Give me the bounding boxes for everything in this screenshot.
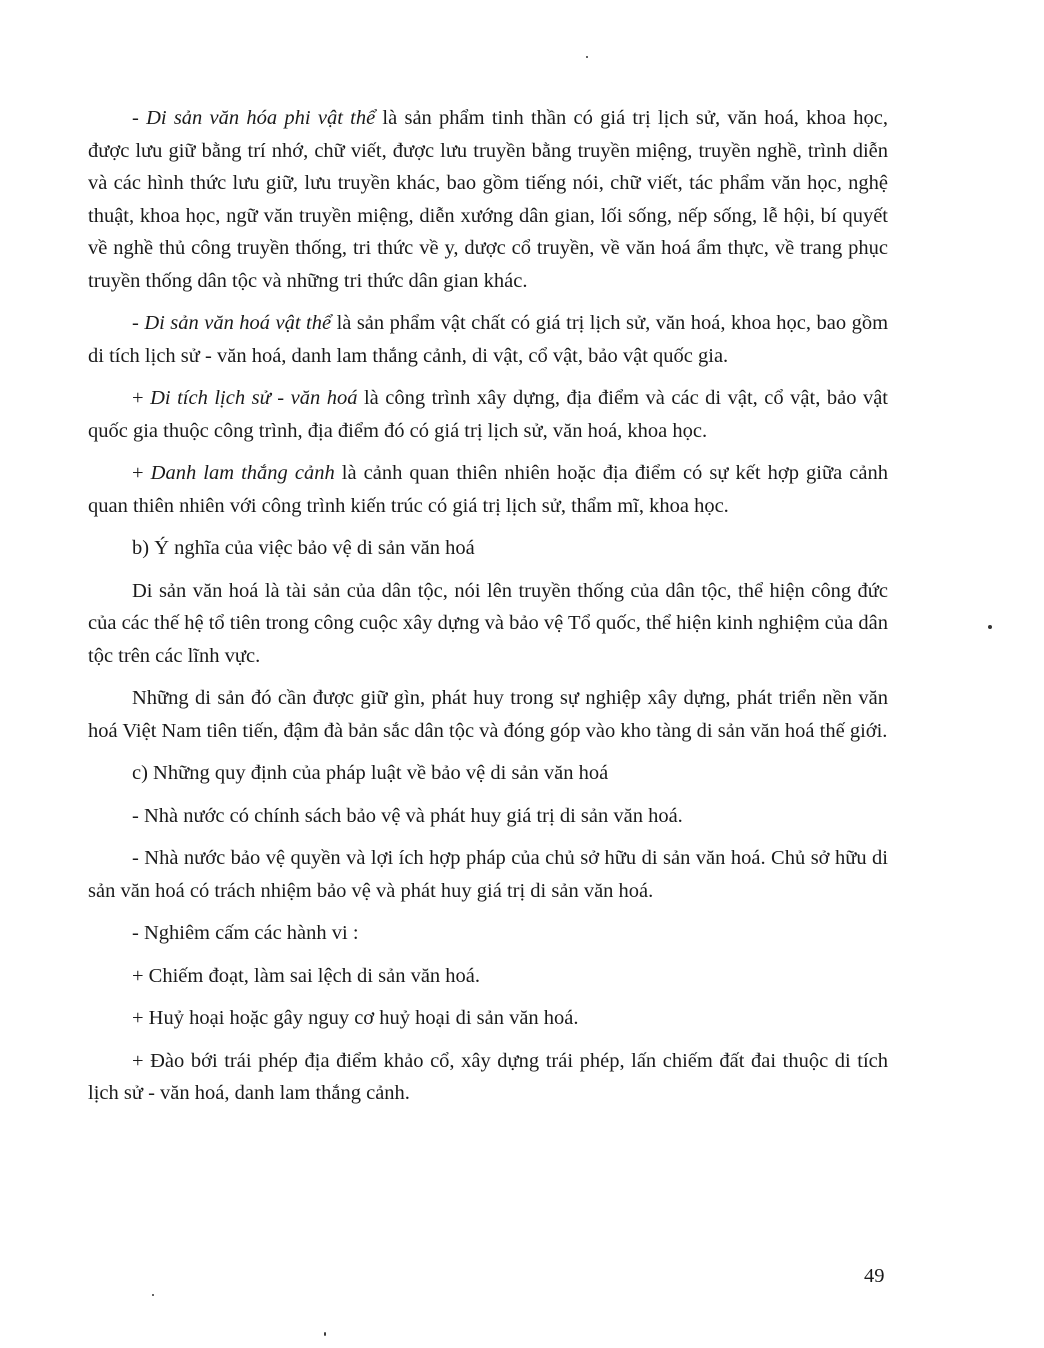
page-body [88,102,888,1120]
scan-speck [324,1332,326,1336]
defined-term: Danh lam thắng cảnh [150,462,335,484]
scan-speck [586,56,588,58]
paragraph-state-policy: - Nhà nước có chính sách bảo vệ và phát huy giá trị di sản văn hoá. [132,804,683,827]
paragraph-lead: - [132,312,145,334]
paragraph-scenic-spot [88,457,888,522]
page-number: 49 [864,1265,885,1287]
paragraph-prohibited-item-2: + Huỷ hoại hoặc gây nguy cơ huỷ hoại di sản văn hoá. [132,1007,579,1029]
defined-term: Di tích lịch sử - văn hoá [150,387,358,409]
paragraph-heritage-asset: Di sản văn hoá là tài sản của dân tộc, nói lên truyền thống của dân tộc, thể hiện công đức của các thế hệ tổ tiên trong công cuộc xây dựng và bảo vệ Tổ quốc, thể hiện kinh nghiệm của dân tộc trên các lĩnh vực. [88,579,888,667]
paragraph-prohibited-acts: - Nghiêm cấm các hành vi : [132,922,359,944]
section-heading-b: b) Ý nghĩa của việc bảo vệ di sản văn hoá [132,537,475,559]
paragraph-text: là sản phẩm tinh thần có giá trị lịch sử, văn hoá, khoa học, được lưu giữ bằng trí nhớ, chữ viết, được lưu truyền bằng truyền miệng, truyền nghề, trình diễn và các hình thức lưu giữ, lưu truyền khác, bao gồm tiếng nói, chữ viết, tác phẩm văn học, nghệ thuật, khoa học, ngữ văn truyền miệng, diễn xướng dân gian, lối sống, nếp sống, lễ hội, bí quyết về nghề thủ công truyền thống, tri thức về y, dược cổ truyền, về văn hoá ẩm thực, về trang phục truyền thống dân tộc và những tri thức dân gian khác. [88,107,888,292]
paragraph-lead: - [132,107,147,129]
paragraph-heritage-preserve: Những di sản đó cần được giữ gìn, phát huy trong sự nghiệp xây dựng, phát triển nền văn hoá Việt Nam tiên tiến, đậm đà bản sắc dân tộc và đóng góp vào kho tàng di sản văn hoá thế giới. [88,687,888,742]
section-heading-c: c) Những quy định của pháp luật về bảo vệ di sản văn hoá [132,762,609,784]
paragraph-text: là công trình xây dựng, địa điểm và các di vật, cổ vật, bảo vật quốc gia thuộc công trình, địa điểm đó có giá trị lịch sử, văn hoá, khoa học. [88,387,888,442]
paragraph-intangible-heritage [88,102,888,297]
paragraph-tangible-heritage [88,307,888,372]
defined-term: Di sản văn hoá vật thể [144,312,332,334]
scan-speck [152,1294,154,1296]
paragraph-text: là sản phẩm vật chất có giá trị lịch sử, văn hoá, khoa học, bao gồm di tích lịch sử - văn hoá, danh lam thắng cảnh, di vật, cổ vật, bảo vật quốc gia. [88,312,889,367]
paragraph-lead: + [132,387,151,409]
paragraph-prohibited-item-3: + Đào bới trái phép địa điểm khảo cổ, xây dựng trái phép, lấn chiếm đất đai thuộc di tích lịch sử - văn hoá, danh lam thắng cảnh. [88,1049,888,1104]
paragraph-prohibited-item-1: + Chiếm đoạt, làm sai lệch di sản văn hoá. [132,964,481,987]
defined-term: Di sản văn hóa phi vật thể [146,107,376,129]
paragraph-historical-site [88,382,888,447]
scan-speck [988,625,992,629]
paragraph-lead: + [132,462,151,484]
paragraph-text: là cảnh quan thiên nhiên hoặc địa điểm có sự kết hợp giữa cảnh quan thiên nhiên với công trình kiến trúc có giá trị lịch sử, thẩm mĩ, khoa học. [88,462,888,517]
paragraph-owner-rights: - Nhà nước bảo vệ quyền và lợi ích hợp pháp của chủ sở hữu di sản văn hoá. Chủ sở hữu di sản văn hoá có trách nhiệm bảo vệ và phát huy giá trị di sản văn hoá. [88,847,888,902]
